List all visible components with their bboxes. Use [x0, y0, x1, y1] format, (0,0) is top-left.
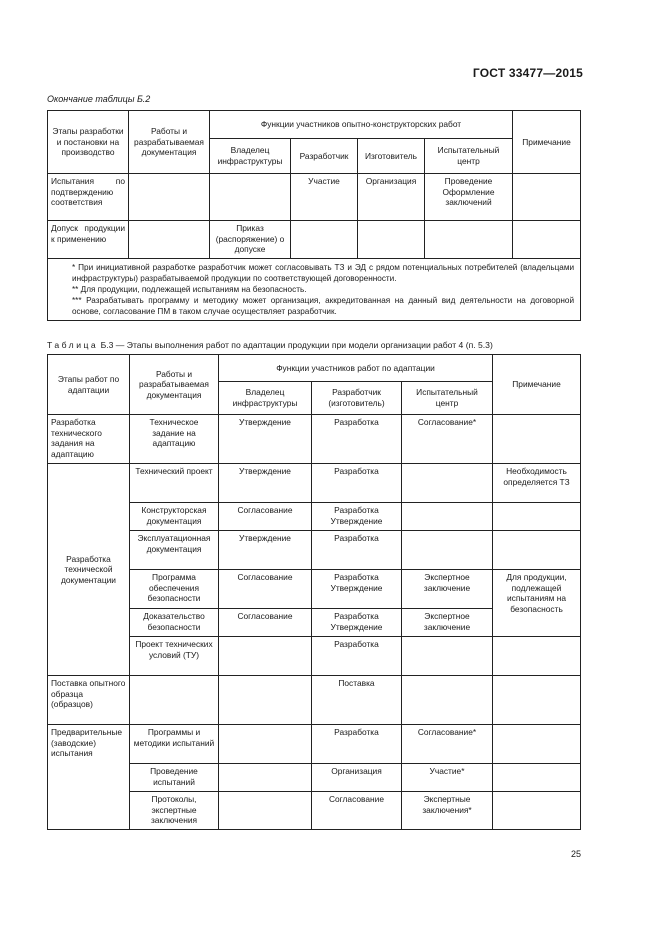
table-row — [48, 464, 581, 503]
cell-works: Проведение испытаний — [130, 764, 219, 792]
cell-developer: Участие — [291, 174, 358, 221]
cell-note — [513, 221, 581, 259]
cell-developer: Разработка — [312, 464, 402, 503]
table-continuation-title: Окончание таблицы Б.2 — [47, 94, 151, 104]
cell-developer — [291, 221, 358, 259]
footnotes — [48, 259, 581, 321]
cell-stage: Разработка технического задания на адаптацию — [48, 415, 130, 464]
table-row — [48, 676, 581, 725]
page-number: 25 — [571, 849, 582, 859]
header-works: Работы и разрабатываемая документация — [130, 355, 219, 415]
header-manufacturer: Изготовитель — [358, 139, 425, 174]
cell-test-center — [402, 503, 493, 531]
cell-owner — [219, 764, 312, 792]
table-b2 — [47, 110, 581, 321]
cell-works: Технический проект — [130, 464, 219, 503]
header-developer: Разработчик — [291, 139, 358, 174]
cell-stage: Разработка технической документации — [48, 464, 130, 676]
table-row — [48, 174, 581, 221]
cell-developer: Разработка — [312, 415, 402, 464]
cell-works: Конструкторская документация — [130, 503, 219, 531]
cell-manufacturer — [358, 221, 425, 259]
cell-test-center: Участие* — [402, 764, 493, 792]
cell-owner — [210, 174, 291, 221]
cell-test-center: Экспертные заключения* — [402, 792, 493, 830]
cell-owner — [219, 676, 312, 725]
cell-owner: Утверждение — [219, 531, 312, 570]
cell-owner — [219, 792, 312, 830]
cell-stage: Предварительные (заводские) испытания — [48, 725, 130, 830]
cell-owner: Согласование — [219, 609, 312, 637]
caption-label: Таблица — [47, 340, 99, 350]
cell-works: Техническое задание на адаптацию — [130, 415, 219, 464]
cell-developer: Разработка — [312, 531, 402, 570]
cell-works: Проект технических условий (ТУ) — [130, 637, 219, 676]
cell-owner: Согласование — [219, 570, 312, 609]
table-b3 — [47, 354, 581, 830]
cell-test-center — [402, 464, 493, 503]
cell-note — [493, 415, 581, 464]
cell-test-center — [402, 637, 493, 676]
header-works: Работы и разрабатываемая документация — [129, 111, 210, 174]
header-owner: Владелец инфраструктуры — [219, 382, 312, 415]
cell-test-center — [402, 676, 493, 725]
header-stages: Этапы работ по адаптации — [48, 355, 130, 415]
footnotes-row — [48, 259, 581, 321]
cell-works — [129, 174, 210, 221]
cell-works: Протоколы, экспертные заключения — [130, 792, 219, 830]
cell-note — [493, 503, 581, 531]
footnote-1: * При инициативной разработке разработчик может согласовывать ТЗ и ЭД с рядом потенциальных потребителей (владельцами инфраструктуры) разрабатываемой продукции по соответствующей договоренности. — [72, 263, 575, 283]
header-test-center: Испытательный центр — [425, 139, 513, 174]
cell-developer: Разработка — [312, 725, 402, 764]
cell-owner: Согласование — [219, 503, 312, 531]
cell-developer: Согласование — [312, 792, 402, 830]
cell-note — [493, 764, 581, 792]
cell-test-center: Экспертное заключение — [402, 570, 493, 609]
cell-works — [130, 676, 219, 725]
cell-stage: Допуск продукции к применению — [48, 221, 129, 259]
cell-owner: Приказ (распоряжение) о допуске — [210, 221, 291, 259]
cell-owner: Утверждение — [219, 464, 312, 503]
cell-note — [493, 531, 581, 570]
cell-works: Доказательство безопасности — [130, 609, 219, 637]
cell-test-center — [402, 531, 493, 570]
cell-note — [493, 792, 581, 830]
cell-developer: Разработка Утверждение — [312, 503, 402, 531]
table-row — [48, 725, 581, 764]
header-owner: Владелец инфраструктуры — [210, 139, 291, 174]
footnote-3: *** Разрабатывать программу и методику может организация, аккредитованная на данный вид деятельности на договорной основе, согласование ПМ в таком случае осуществляет разработчик. — [72, 296, 575, 316]
header-functions: Функции участников работ по адаптации — [219, 355, 493, 382]
header-functions: Функции участников опытно-конструкторских работ — [210, 111, 513, 139]
cell-manufacturer: Организация — [358, 174, 425, 221]
cell-owner: Утверждение — [219, 415, 312, 464]
cell-stage: Испытания по подтверждению соответствия — [48, 174, 129, 221]
cell-test-center — [425, 221, 513, 259]
cell-owner — [219, 725, 312, 764]
cell-test-center: Согласование* — [402, 415, 493, 464]
cell-developer: Поставка — [312, 676, 402, 725]
table-row — [48, 221, 581, 259]
header-stages: Этапы разработки и постановки на производство — [48, 111, 129, 174]
cell-note — [493, 637, 581, 676]
cell-note — [493, 725, 581, 764]
cell-note: Для продукции, подлежащей испытаниям на безопасность — [493, 570, 581, 637]
table-row — [48, 415, 581, 464]
footnote-2: ** Для продукции, подлежащей испытаниям на безопасность. — [72, 285, 307, 294]
header-note: Примечание — [493, 355, 581, 415]
cell-note — [493, 676, 581, 725]
table-b3-caption — [47, 340, 493, 350]
document-code: ГОСТ 33477—2015 — [472, 66, 583, 80]
cell-developer: Разработка — [312, 637, 402, 676]
cell-works — [129, 221, 210, 259]
cell-test-center: Проведение Оформление заключений — [425, 174, 513, 221]
caption-text: Б.3 — Этапы выполнения работ по адаптации продукции при модели организации работ 4 (п. 5.3) — [100, 340, 493, 350]
cell-works: Программа обеспечения безопасности — [130, 570, 219, 609]
cell-developer: Организация — [312, 764, 402, 792]
cell-works: Программы и методики испытаний — [130, 725, 219, 764]
header-test-center: Испытательный центр — [402, 382, 493, 415]
cell-owner — [219, 637, 312, 676]
cell-test-center: Экспертное заключение — [402, 609, 493, 637]
cell-developer: Разработка Утверждение — [312, 609, 402, 637]
cell-developer: Разработка Утверждение — [312, 570, 402, 609]
header-developer: Разработчик (изготовитель) — [312, 382, 402, 415]
cell-stage: Поставка опытного образца (образцов) — [48, 676, 130, 725]
cell-note — [513, 174, 581, 221]
cell-works: Эксплуатационная документация — [130, 531, 219, 570]
cell-test-center: Согласование* — [402, 725, 493, 764]
header-note: Примечание — [513, 111, 581, 174]
cell-note: Необходимость определяется ТЗ — [493, 464, 581, 503]
